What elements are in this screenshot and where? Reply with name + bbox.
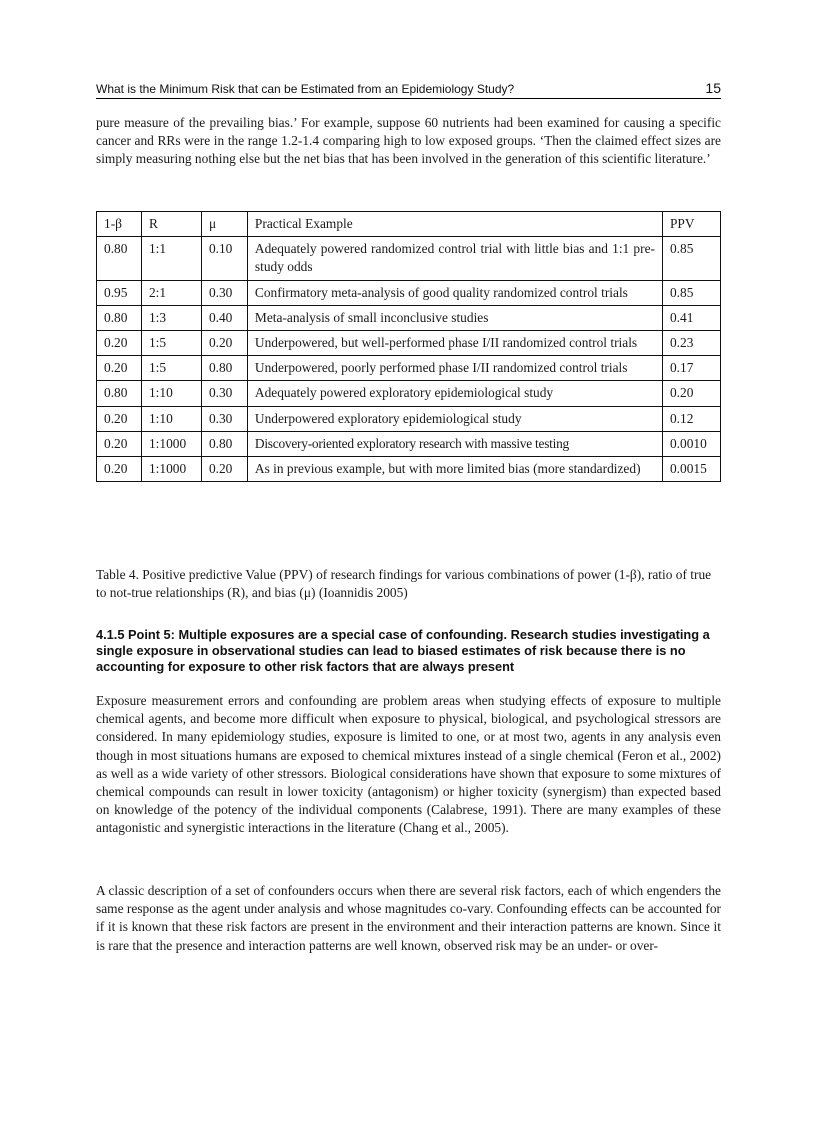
table-row <box>97 305 721 330</box>
cell-example: Discovery-oriented exploratory research with massive testing <box>247 431 662 456</box>
body-paragraph-1: Exposure measurement errors and confounding are problem areas when studying effects of exposure to multiple chemical agents, and become more difficult when exposure to physical, biological, and psychological stressors are considered. In many epidemiology studies, exposure is limited to one, or at most two, agents in any analysis even though in most situations humans are exposed to chemical mixtures instead of a single chemical (Feron et al., 2002) as well as a wide variety of other stressors. Biological considerations have shown that exposure to some mixtures of chemical compounds can result in lower toxicity (antagonism) or higher toxicity (synergism) than expected based on knowledge of the potency of the individual components (Calabrese, 1991). There are many examples of these antagonistic and synergistic interactions in the literature (Chang et al., 2005). <box>96 693 721 836</box>
table-row <box>97 331 721 356</box>
body-paragraph-2: A classic description of a set of confounders occurs when there are several risk factors, each of which engenders the same response as the agent under analysis and whose magnitudes co-vary. Confounding effects can be accounted for if it is known that these risk factors are present in the environment and their interaction patterns are known. Since it is rare that the presence and interaction patterns are well known, observed risk may be an under- or over- <box>96 883 721 953</box>
table-row <box>97 431 721 456</box>
cell-example: Adequately powered exploratory epidemiological study <box>247 381 662 406</box>
cell-mu: 0.80 <box>201 431 247 456</box>
column-header-power: 1-β <box>97 212 142 237</box>
cell-power: 0.20 <box>97 331 142 356</box>
cell-example: Adequately powered randomized control trial with little bias and 1:1 pre-study odds <box>247 237 662 280</box>
cell-r: 2:1 <box>141 280 201 305</box>
table-row <box>97 406 721 431</box>
cell-mu: 0.40 <box>201 305 247 330</box>
cell-mu: 0.20 <box>201 331 247 356</box>
cell-ppv: 0.20 <box>662 381 720 406</box>
column-header-ppv: PPV <box>662 212 720 237</box>
cell-example: Confirmatory meta-analysis of good quality randomized control trials <box>247 280 662 305</box>
cell-r: 1:10 <box>141 381 201 406</box>
cell-r: 1:1 <box>141 237 201 280</box>
cell-r: 1:5 <box>141 331 201 356</box>
cell-power: 0.20 <box>97 457 142 482</box>
column-header-mu: μ <box>201 212 247 237</box>
table-row <box>97 381 721 406</box>
cell-ppv: 0.85 <box>662 237 720 280</box>
running-header <box>96 80 721 99</box>
cell-power: 0.95 <box>97 280 142 305</box>
column-header-r: R <box>141 212 201 237</box>
cell-mu: 0.20 <box>201 457 247 482</box>
table-header-row <box>97 212 721 237</box>
cell-r: 1:10 <box>141 406 201 431</box>
cell-r: 1:1000 <box>141 457 201 482</box>
table-row <box>97 237 721 280</box>
cell-power: 0.20 <box>97 431 142 456</box>
cell-mu: 0.30 <box>201 280 247 305</box>
cell-ppv: 0.85 <box>662 280 720 305</box>
cell-example: Underpowered exploratory epidemiological study <box>247 406 662 431</box>
cell-example: As in previous example, but with more limited bias (more standardized) <box>247 457 662 482</box>
table-caption: Table 4. Positive predictive Value (PPV) of research findings for various combinations of power (1-β), ratio of true to not-true relationships (R), and bias (μ) (Ioannidis 2005) <box>96 567 712 601</box>
cell-r: 1:5 <box>141 356 201 381</box>
ppv-table <box>96 211 721 482</box>
cell-r: 1:1000 <box>141 431 201 456</box>
cell-example: Underpowered, but well-performed phase I/II randomized control trials <box>247 331 662 356</box>
cell-r: 1:3 <box>141 305 201 330</box>
table-row <box>97 356 721 381</box>
cell-power: 0.80 <box>97 305 142 330</box>
page-number: 15 <box>705 80 721 96</box>
cell-ppv: 0.23 <box>662 331 720 356</box>
column-header-example: Practical Example <box>247 212 662 237</box>
cell-mu: 0.80 <box>201 356 247 381</box>
running-title: What is the Minimum Risk that can be Estimated from an Epidemiology Study? <box>96 82 515 96</box>
cell-mu: 0.30 <box>201 406 247 431</box>
section-heading: 4.1.5 Point 5: Multiple exposures are a special case of confounding. Research studies investigating a single exposure in observational studies can lead to biased estimates of risk because there is no accounting for exposure to other risk factors that are always present <box>96 627 710 675</box>
cell-ppv: 0.41 <box>662 305 720 330</box>
cell-ppv: 0.12 <box>662 406 720 431</box>
table-row <box>97 457 721 482</box>
cell-example: Meta-analysis of small inconclusive studies <box>247 305 662 330</box>
intro-paragraph: pure measure of the prevailing bias.’ For example, suppose 60 nutrients had been examined for causing a specific cancer and RRs were in the range 1.2-1.4 comparing high to low exposed groups. ‘Then the claimed effect sizes are simply measuring nothing else but the net bias that has been involved in the generation of this scientific literature.’ <box>96 115 721 167</box>
cell-power: 0.80 <box>97 381 142 406</box>
cell-mu: 0.30 <box>201 381 247 406</box>
cell-power: 0.80 <box>97 237 142 280</box>
cell-example: Underpowered, poorly performed phase I/II randomized control trials <box>247 356 662 381</box>
cell-ppv: 0.0010 <box>662 431 720 456</box>
cell-ppv: 0.0015 <box>662 457 720 482</box>
table-row <box>97 280 721 305</box>
cell-power: 0.20 <box>97 356 142 381</box>
cell-ppv: 0.17 <box>662 356 720 381</box>
cell-mu: 0.10 <box>201 237 247 280</box>
cell-power: 0.20 <box>97 406 142 431</box>
